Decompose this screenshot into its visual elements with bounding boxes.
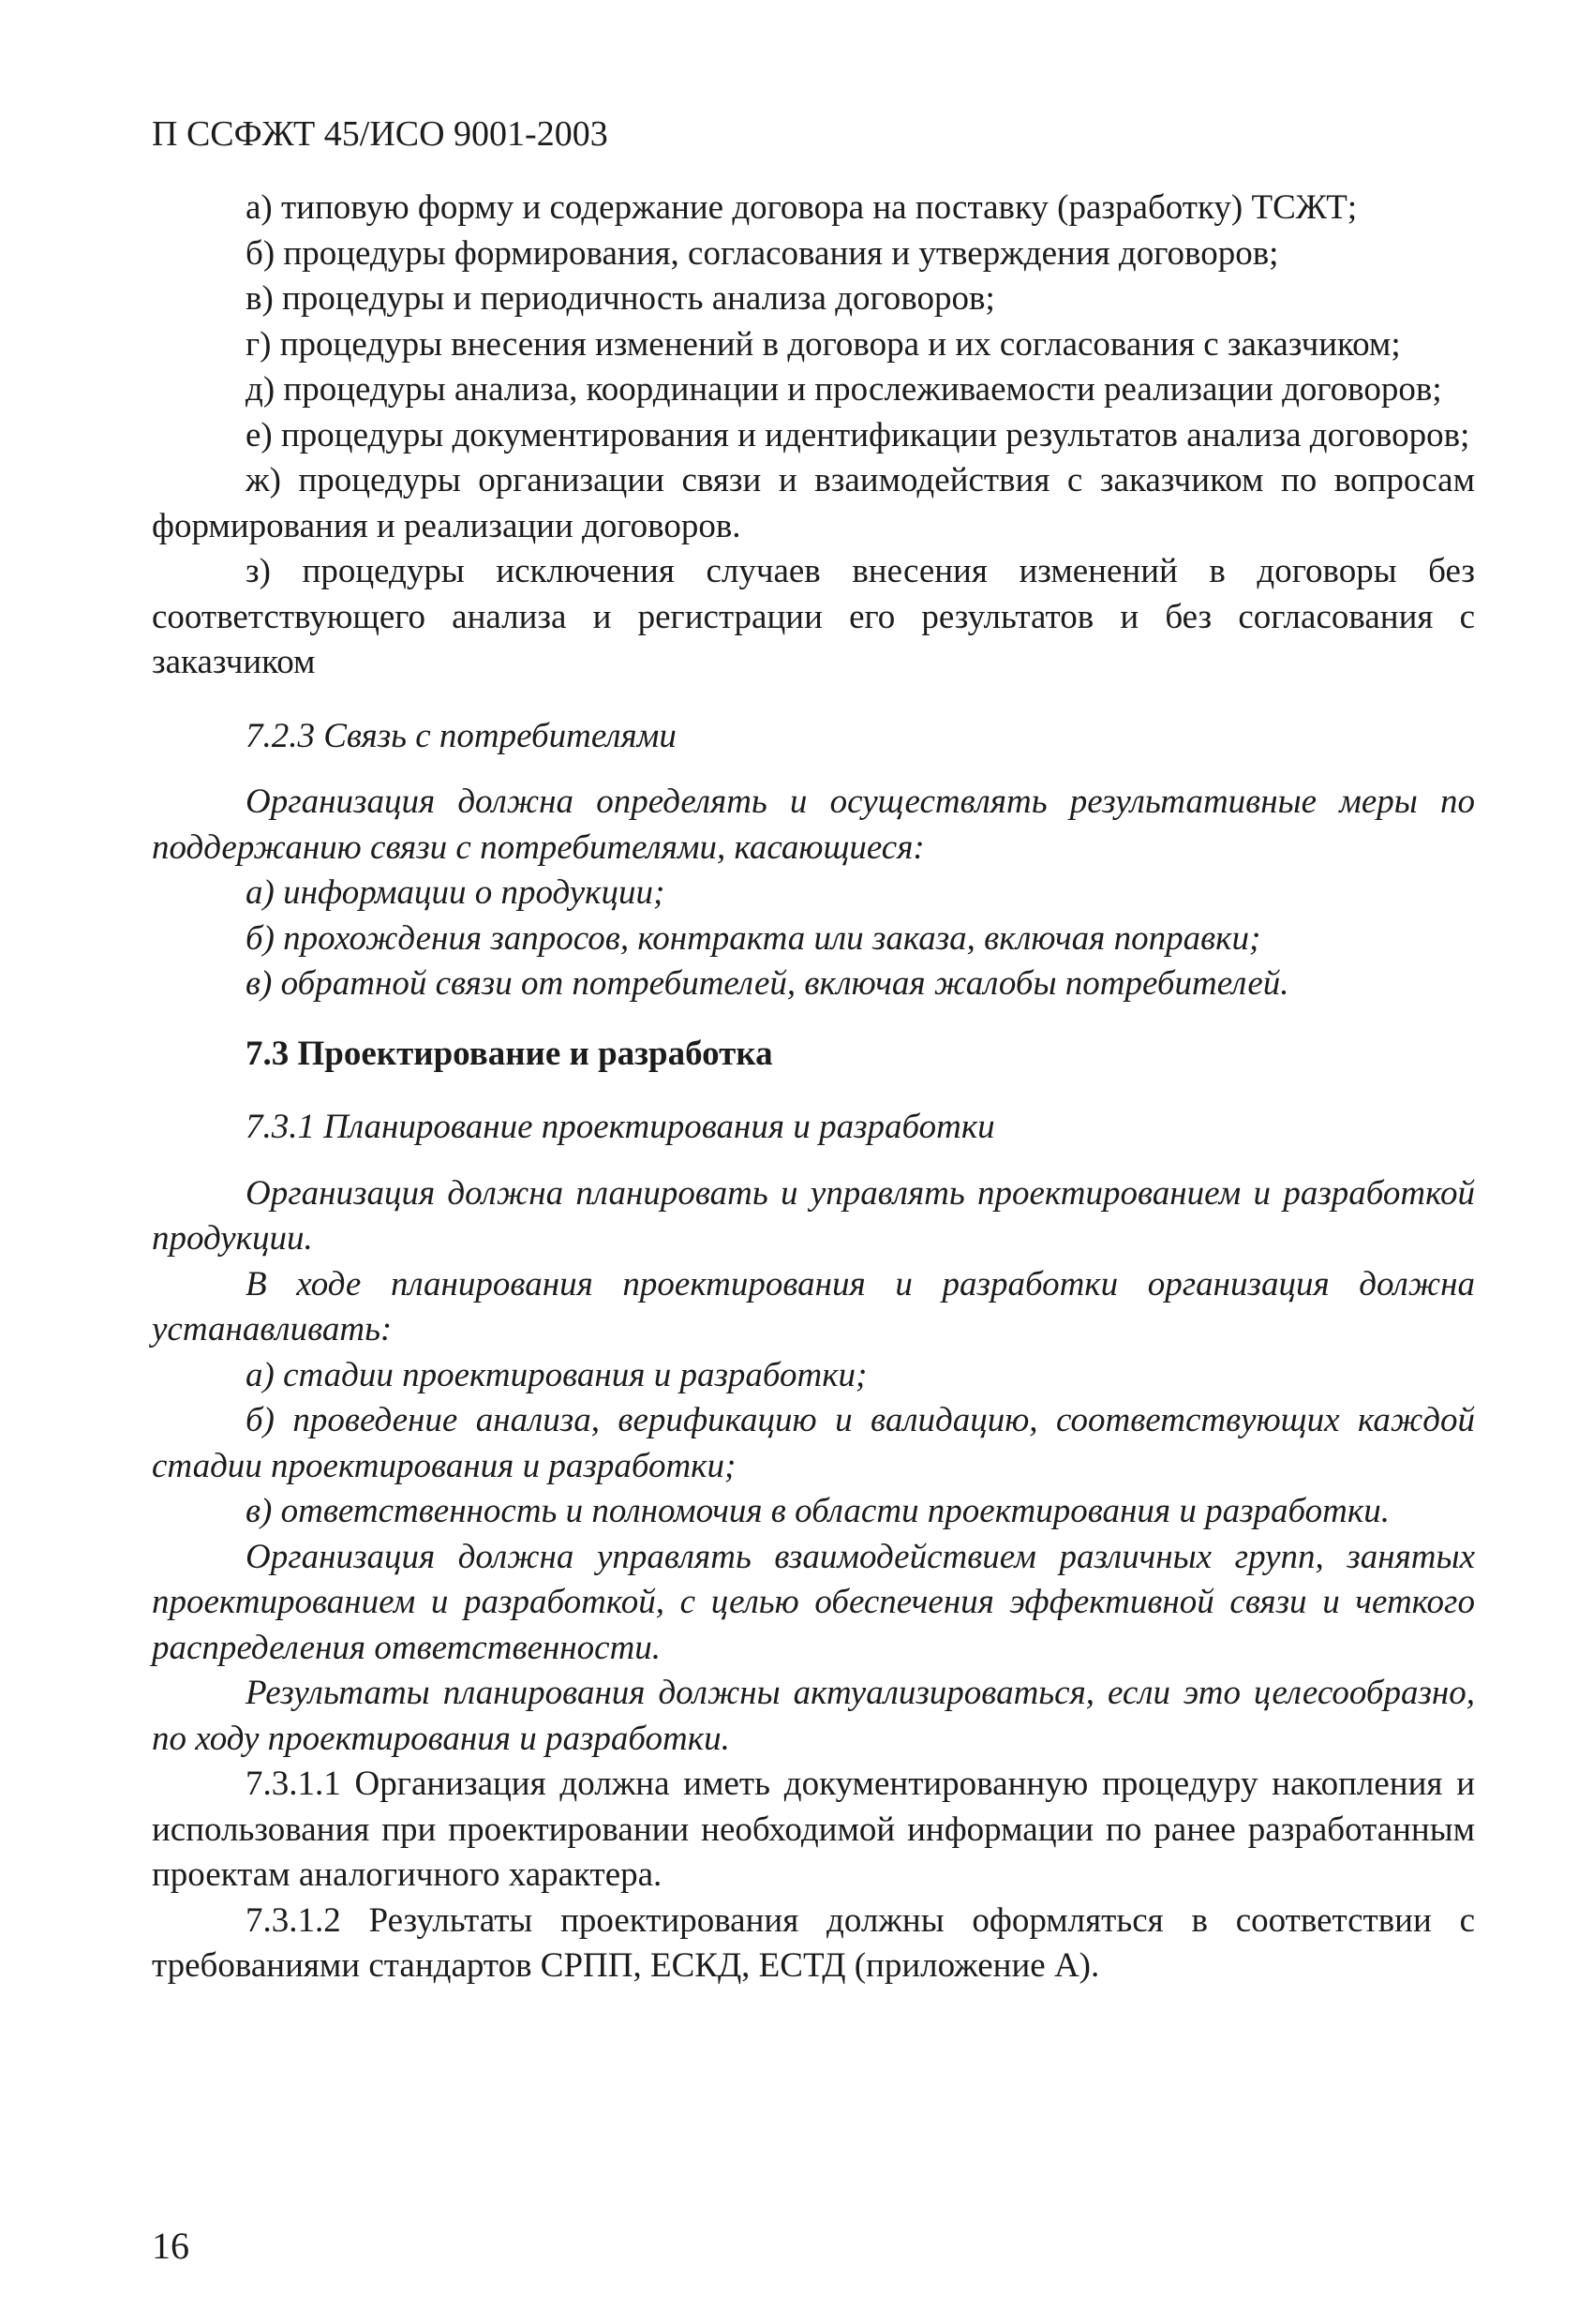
list-item: б) проведение анализа, верификацию и валидацию, соответствующих каждой стадии проектирования и разработки; xyxy=(152,1401,1475,1485)
list-item: з) процедуры исключения случаев внесения изменений в договоры без соответствующего анализа и регистрации его результатов и без согласования с заказчиком xyxy=(152,552,1475,681)
list-item: а) информации о продукции; xyxy=(246,873,665,912)
clause-paragraph: 7.3.1.1 Организация должна иметь документированную процедуру накопления и использования при проектировании необходимой информации по ранее разработанным проектам аналогичного характера. xyxy=(152,1765,1475,1894)
list-item: в) процедуры и периодичность анализа договоров; xyxy=(246,279,995,318)
list-item: а) стадии проектирования и разработки; xyxy=(246,1355,868,1394)
paragraph: Организация должна планировать и управлять проектированием и разработкой продукции. xyxy=(152,1173,1475,1258)
document-page xyxy=(152,111,1475,1989)
section-heading: 7.3 Проектирование и разработка xyxy=(246,1034,773,1073)
list-item: д) процедуры анализа, координации и прослеживаемости реализации договоров; xyxy=(246,370,1442,409)
list-item: в) ответственность и полномочия в области проектирования и разработки. xyxy=(246,1492,1390,1530)
paragraph: Организация должна управлять взаимодействием различных групп, занятых проектированием и разработкой, с целью обеспечения эффективной связи и четкого распределения ответственности. xyxy=(152,1537,1475,1667)
page-number: 16 xyxy=(152,2225,189,2267)
paragraph: Организация должна определять и осуществлять результативные меры по поддержанию связи с потребителями, касающиеся: xyxy=(152,782,1475,867)
list-item: ж) процедуры организации связи и взаимодействия с заказчиком по вопросам формирования и реализации договоров. xyxy=(152,461,1475,545)
list-item: в) обратной связи от потребителей, включая жалобы потребителей. xyxy=(246,964,1289,1003)
list-item: а) типовую форму и содержание договора на поставку (разработку) ТСЖТ; xyxy=(246,188,1358,227)
paragraph: В ходе планирования проектирования и разработки организация должна устанавливать: xyxy=(152,1264,1475,1348)
list-item: е) процедуры документирования и идентификации результатов анализа договоров; xyxy=(246,415,1470,454)
subsection-title: 7.2.3 Связь с потребителями xyxy=(246,716,677,755)
paragraph: Результаты планирования должны актуализироваться, если это целесообразно, по ходу проектирования и разработки. xyxy=(152,1674,1475,1758)
list-item: г) процедуры внесения изменений в договора и их согласования с заказчиком; xyxy=(246,324,1401,364)
clause-paragraph: 7.3.1.2 Результаты проектирования должны оформляться в соответствии с требованиями стандартов СРПП, ЕСКД, ЕСТД (приложение А). xyxy=(152,1900,1475,1985)
page-header: П ССФЖТ 45/ИСО 9001-2003 xyxy=(152,114,608,154)
subsection-title: 7.3.1 Планирование проектирования и разработки xyxy=(246,1108,995,1146)
list-item: б) процедуры формирования, согласования и утверждения договоров; xyxy=(246,233,1279,273)
list-item: б) прохождения запросов, контракта или заказа, включая поправки; xyxy=(246,918,1261,958)
